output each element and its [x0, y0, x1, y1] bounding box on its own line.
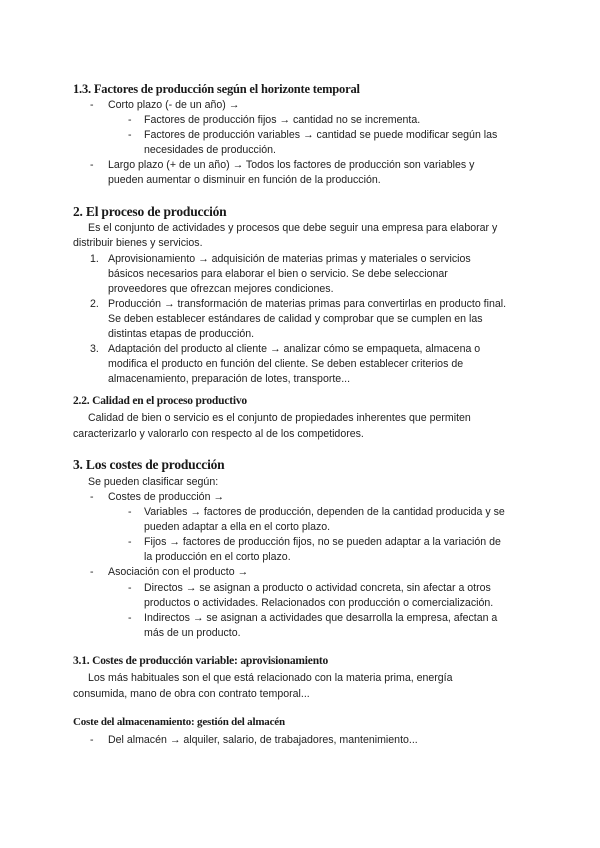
list-item-aprovisionamiento-cont: proveedores que ofrezcan mejores condiciones.: [108, 283, 334, 295]
bullet-dash: -: [128, 114, 132, 126]
list-item-variables: Factores de producción variables → cantidad se puede modificar según las: [144, 129, 498, 141]
heading-2: 2. El proceso de producción: [73, 204, 227, 219]
paragraph-line: distribuir bienes y servicios.: [73, 237, 203, 249]
bullet-dash: -: [128, 536, 132, 548]
heading-3-1: 3.1. Costes de producción variable: aprovisionamiento: [73, 655, 329, 667]
list-item-aprovisionamiento: Aprovisionamiento → adquisición de materias primas y materiales o servicios: [108, 253, 471, 265]
list-item-variables: Variables → factores de producción, dependen de la cantidad producida y se: [144, 506, 505, 518]
list-item-asociacion: Asociación con el producto →: [108, 566, 249, 578]
list-item-adaptacion: Adaptación del producto al cliente → analizar cómo se empaqueta, almacena o: [108, 343, 481, 355]
list-item-directos-cont: productos o actividades. Relacionados con producción o comercialización.: [144, 597, 494, 609]
list-number: 3.: [90, 343, 99, 355]
list-item-fijos: Fijos → factores de producción fijos, no se pueden adaptar a la variación de: [144, 536, 501, 548]
list-item-directos: Directos → se asignan a producto o actividad concreta, sin afectar a otros: [144, 582, 491, 594]
list-item-indirectos-cont: más de un producto.: [144, 627, 241, 639]
heading-1-3: 1.3. Factores de producción según el horizonte temporal: [73, 82, 360, 96]
list-item-produccion-cont: distintas etapas de producción.: [108, 328, 255, 340]
paragraph-line: Es el conjunto de actividades y procesos que debe seguir una empresa para elaborar y: [88, 222, 498, 234]
list-item-adaptacion-cont: modifica el producto en función del cliente. Se deben establecer criterios de: [108, 358, 464, 370]
list-item-variables-cont: necesidades de producción.: [144, 144, 276, 156]
bullet-dash: -: [128, 129, 132, 141]
heading-2-2: 2.2. Calidad en el proceso productivo: [73, 395, 247, 407]
bullet-dash: -: [90, 491, 94, 503]
list-item-largo-plazo: Largo plazo (+ de un año) → Todos los factores de producción son variables y: [108, 159, 475, 171]
bullet-dash: -: [128, 582, 132, 594]
paragraph-line: Se pueden clasificar según:: [88, 476, 219, 488]
list-item-largo-plazo-cont: pueden aumentar o disminuir en función de la producción.: [108, 174, 381, 186]
bullet-dash: -: [128, 506, 132, 518]
heading-3: 3. Los costes de producción: [73, 457, 225, 472]
bullet-dash: -: [90, 159, 94, 171]
list-item-produccion: Producción → transformación de materias primas para convertirlas en producto final.: [108, 298, 507, 310]
list-number: 2.: [90, 298, 99, 310]
paragraph-line: Calidad de bien o servicio es el conjunto de propiedades inherentes que permiten: [88, 412, 471, 424]
list-number: 1.: [90, 253, 99, 265]
list-item-produccion-cont: Se deben establecer estándares de calidad y comprobar que se cumplen en las: [108, 313, 483, 325]
bullet-dash: -: [90, 734, 94, 746]
list-item-corto-plazo: Corto plazo (- de un año) →: [108, 99, 240, 111]
bullet-dash: -: [90, 566, 94, 578]
paragraph-line: consumida, mano de obra con contrato temporal...: [73, 688, 310, 700]
list-item-fijos: Factores de producción fijos → cantidad no se incrementa.: [144, 114, 421, 126]
heading-almacenamiento: Coste del almacenamiento: gestión del almacén: [73, 716, 285, 728]
list-item-indirectos: Indirectos → se asignan a actividades que desarrolla la empresa, afectan a: [144, 612, 498, 624]
bullet-dash: -: [90, 99, 94, 111]
paragraph-line: Los más habituales son el que está relacionado con la materia prima, energía: [88, 672, 453, 684]
paragraph-line: caracterizarlo y valorarlo con respecto al de los competidores.: [73, 428, 364, 440]
bullet-dash: -: [128, 612, 132, 624]
list-item-variables-cont: pueden adaptar a ella en el corto plazo.: [144, 521, 331, 533]
list-item-fijos-cont: la producción en el corto plazo.: [144, 551, 291, 563]
list-item-almacen: Del almacén → alquiler, salario, de trabajadores, mantenimiento...: [108, 734, 418, 746]
list-item-adaptacion-cont: almacenamiento, preparación de lotes, transporte...: [108, 373, 351, 385]
list-item-costes-produccion: Costes de producción →: [108, 491, 225, 503]
list-item-aprovisionamiento-cont: básicos necesarios para elaborar el bien o servicio. Se debe seleccionar: [108, 268, 448, 280]
